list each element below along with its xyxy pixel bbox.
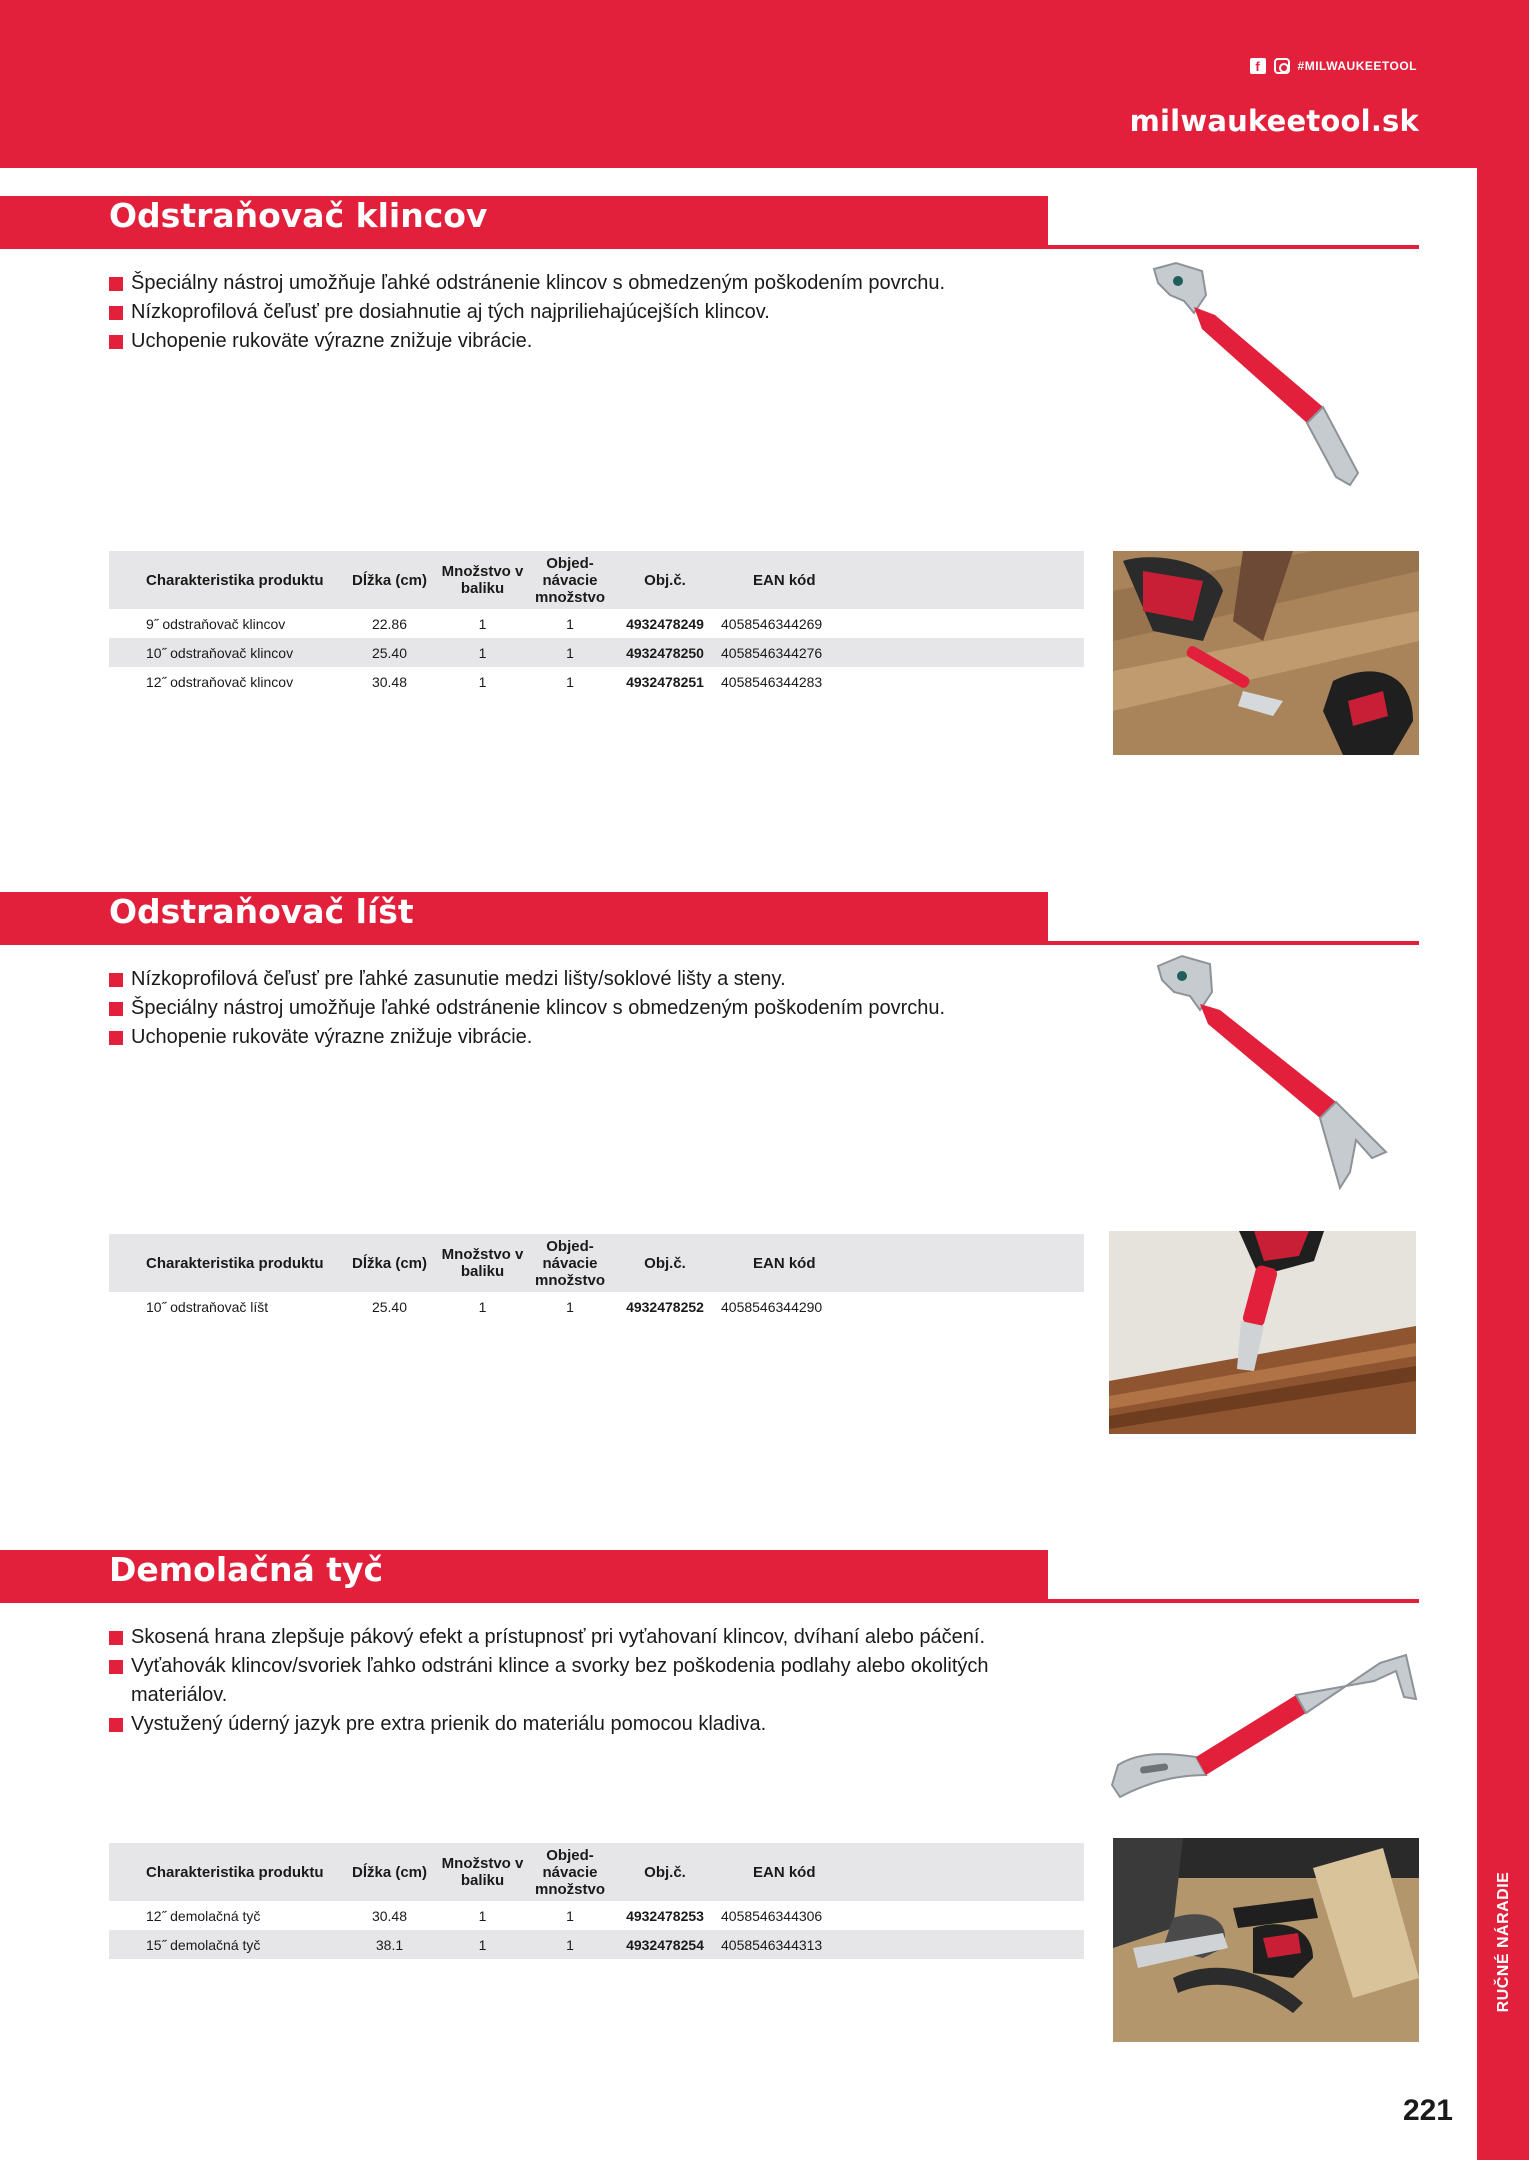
header-band (0, 0, 1529, 168)
spec-table (109, 1234, 1084, 1321)
cell-length: 30.48 (371, 673, 408, 690)
trim-puller-photo (1109, 1231, 1416, 1434)
instagram-icon[interactable] (1274, 58, 1290, 74)
feature-list (109, 965, 1039, 1052)
side-band (1477, 168, 1529, 2160)
table-row (109, 1901, 1084, 1930)
cell-obj: 4932478251 (626, 673, 704, 690)
table-row (109, 667, 1084, 696)
demolition-bar-image (1110, 1625, 1420, 1800)
nail-puller-image (1140, 255, 1380, 495)
cell-ean: 4058546344276 (715, 638, 1084, 667)
feature-item: Uchopenie rukoväte výrazne znižuje vibrácie. (109, 327, 1039, 356)
spec-table (109, 551, 1084, 696)
cell-obj: 4932478249 (626, 615, 704, 632)
feature-list (109, 1623, 1039, 1739)
col-header-qty-pack: Množstvo v baliku (440, 1234, 525, 1292)
feature-item: Nízkoprofilová čeľusť pre dosiahnutie aj tých najpriliehajúcejších klincov. (109, 298, 1039, 327)
col-header-length: Dĺžka (cm) (339, 551, 440, 609)
cell-name: 10˝ odstraňovač klincov (109, 638, 339, 667)
section-rule (0, 1599, 1419, 1603)
facebook-icon[interactable]: f (1250, 58, 1266, 74)
cell-order-qty: 1 (566, 1907, 574, 1924)
col-header-order-qty: Objed-návacie množstvo (525, 1843, 615, 1901)
cell-obj: 4932478250 (615, 638, 715, 667)
social-links (1250, 58, 1417, 74)
feature-item: Skosená hrana zlepšuje pákový efekt a prístupnosť pri vyťahovaní klincov, dvíhaní alebo páčení. (109, 1623, 1039, 1652)
section-title-bar (0, 892, 1048, 942)
col-header-order-qty: Objed-návacie množstvo (525, 551, 615, 609)
cell-length: 25.40 (339, 638, 440, 667)
cell-name: 12˝ odstraňovač klincov (146, 673, 294, 690)
col-header-name: Charakteristika produktu (109, 1234, 339, 1292)
col-header-ean: EAN kód (715, 1843, 1084, 1901)
cell-ean: 4058546344313 (715, 1930, 1084, 1959)
cell-length: 38.1 (339, 1930, 440, 1959)
section-rule (0, 941, 1419, 945)
cell-name: 9˝ odstraňovač klincov (146, 615, 286, 632)
hole-icon (1177, 971, 1187, 981)
col-header-order-qty: Objed-návacie množstvo (525, 1234, 615, 1292)
col-header-obj: Obj.č. (615, 1843, 715, 1901)
cell-qty-pack: 1 (478, 1298, 487, 1315)
table-header-row (109, 551, 1084, 609)
col-header-length: Dĺžka (cm) (339, 1843, 440, 1901)
cell-length: 22.86 (371, 615, 408, 632)
cell-ean: 4058546344290 (721, 1298, 823, 1315)
feature-item: Vystužený úderný jazyk pre extra prienik do materiálu pomocou kladiva. (109, 1710, 1039, 1739)
cell-qty-pack: 1 (478, 673, 487, 690)
feature-item: Špeciálny nástroj umožňuje ľahké odstránenie klincov s obmedzeným poškodením povrchu. (109, 269, 1039, 298)
col-header-obj: Obj.č. (615, 551, 715, 609)
cell-length: 30.48 (371, 1907, 408, 1924)
cell-qty-pack: 1 (440, 1930, 525, 1959)
trim-puller-image (1150, 952, 1390, 1192)
site-url[interactable]: milwaukeetool.sk (1129, 104, 1419, 138)
feature-item: Nízkoprofilová čeľusť pre ľahké zasunutie medzi lišty/soklové lišty a steny. (109, 965, 1039, 994)
cell-qty-pack: 1 (440, 638, 525, 667)
section-rule (0, 245, 1419, 249)
col-header-obj: Obj.č. (615, 1234, 715, 1292)
cell-obj: 4932478253 (626, 1907, 704, 1924)
col-header-ean: EAN kód (715, 551, 1084, 609)
table-row (109, 609, 1084, 638)
col-header-name: Charakteristika produktu (109, 551, 339, 609)
cell-name: 10˝ odstraňovač líšt (146, 1298, 269, 1315)
cell-order-qty: 1 (525, 1930, 615, 1959)
cell-order-qty: 1 (525, 638, 615, 667)
nail-puller-photo (1113, 551, 1419, 755)
cell-ean: 4058546344306 (721, 1907, 823, 1924)
cell-qty-pack: 1 (478, 1907, 487, 1924)
cell-obj: 4932478254 (615, 1930, 715, 1959)
feature-list (109, 269, 1039, 356)
page-number: 221 (1402, 2094, 1453, 2127)
section-title-bar (0, 1550, 1048, 1600)
cell-ean: 4058546344283 (721, 673, 823, 690)
hole-icon (1173, 276, 1183, 286)
category-label: RUČNÉ NÁRADIE (1495, 1871, 1512, 2013)
cell-obj: 4932478252 (626, 1298, 704, 1315)
spec-table (109, 1843, 1084, 1959)
cell-name: 15˝ demolačná tyč (109, 1930, 339, 1959)
col-header-qty-pack: Množstvo v baliku (440, 551, 525, 609)
section-title: Demolačná tyč (109, 1550, 384, 1589)
col-header-ean: EAN kód (715, 1234, 1084, 1292)
cell-order-qty: 1 (566, 615, 574, 632)
table-row (109, 1292, 1084, 1321)
cell-length: 25.40 (371, 1298, 408, 1315)
col-header-qty-pack: Množstvo v baliku (440, 1843, 525, 1901)
col-header-name: Charakteristika produktu (109, 1843, 339, 1901)
cell-qty-pack: 1 (478, 615, 487, 632)
col-header-length: Dĺžka (cm) (339, 1234, 440, 1292)
table-row (109, 1930, 1084, 1959)
feature-item: Uchopenie rukoväte výrazne znižuje vibrácie. (109, 1023, 1039, 1052)
hashtag: #MILWAUKEETOOL (1297, 59, 1417, 73)
section-title-bar (0, 196, 1048, 246)
table-header-row (109, 1234, 1084, 1292)
feature-item: Špeciálny nástroj umožňuje ľahké odstránenie klincov s obmedzeným poškodením povrchu. (109, 994, 1039, 1023)
table-header-row (109, 1843, 1084, 1901)
table-row (109, 638, 1084, 667)
cell-name: 12˝ demolačná tyč (146, 1907, 261, 1924)
section-title: Odstraňovač klincov (109, 196, 488, 235)
demolition-bar-photo (1113, 1838, 1419, 2042)
cell-ean: 4058546344269 (721, 615, 823, 632)
cell-order-qty: 1 (566, 1298, 574, 1315)
feature-item: Vyťahovák klincov/svoriek ľahko odstráni klince a svorky bez poškodenia podlahy alebo okolitých materiálov. (109, 1652, 1039, 1710)
section-title: Odstraňovač líšt (109, 892, 414, 931)
cell-order-qty: 1 (566, 673, 574, 690)
